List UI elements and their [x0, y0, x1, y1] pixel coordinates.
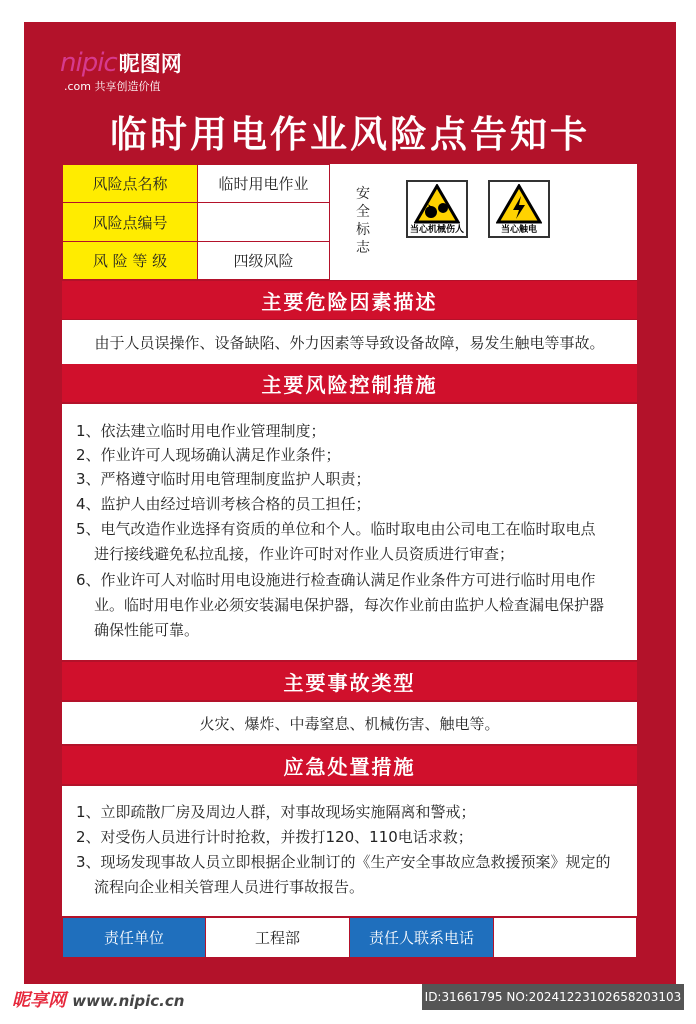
controls-heading: 主要风险控制措施: [62, 364, 637, 402]
control-line: 进行接线避免私拉乱接，作业许可时对作业人员资质进行审查；: [94, 545, 515, 563]
hazards-heading: 主要危险因素描述: [62, 281, 637, 319]
control-line: 业。临时用电作业必须安装漏电保护器，每次作业前由监护人检查漏电保护器: [94, 596, 605, 614]
control-line: 2、作业许可人现场确认满足作业条件；: [76, 446, 341, 464]
watermark-brand: 昵享网: [12, 990, 66, 1011]
watermark-url: www.nipic.cn: [72, 992, 185, 1010]
risk-name-value: 临时用电作业: [197, 164, 330, 203]
logo-brand-cn: 昵图网: [118, 52, 182, 76]
logo-subtitle: .com 共享创造价值: [64, 80, 161, 93]
contact-phone-value: [493, 917, 637, 958]
watermark-id: ID:31661795 NO:20241223102658203103: [422, 984, 684, 1010]
sign-mechanical-caption: 当心机械伤人: [409, 225, 464, 235]
control-line: 6、作业许可人对临时用电设施进行检查确认满足作业条件方可进行临时用电作: [76, 571, 596, 589]
control-line: 3、严格遵守临时用电管理制度监护人职责；: [76, 470, 371, 488]
hazards-text: 由于人员误操作、设备缺陷、外力因素等导致设备故障，易发生触电等事故。: [94, 334, 605, 352]
watermark-left: [12, 986, 184, 1012]
contact-phone-label: 责任人联系电话: [349, 917, 494, 958]
control-line: 4、监护人由经过培训考核合格的员工担任；: [76, 495, 371, 513]
sign-electric-caption: 当心触电: [500, 225, 537, 235]
control-line: 5、电气改造作业选择有资质的单位和个人。临时取电由公司电工在临时取电点: [76, 520, 596, 538]
emergency-heading: 应急处置措施: [62, 746, 637, 784]
page-title: 临时用电作业风险点告知卡: [110, 113, 590, 156]
electric-shock-icon: [496, 184, 542, 224]
safety-sign-label: 安全标志: [356, 186, 370, 256]
mechanical-injury-icon: [414, 184, 460, 224]
risk-code-value: [197, 202, 330, 242]
risk-name-label: 风险点名称: [62, 164, 198, 203]
sign-mechanical: [406, 180, 468, 238]
emergency-line: 1、立即疏散厂房及周边人群，对事故现场实施隔离和警戒；: [76, 803, 476, 821]
logo-brand: nipic: [60, 48, 117, 78]
emergency-line: 流程向企业相关管理人员进行事故报告。: [94, 878, 365, 896]
nipic-logo: [60, 48, 230, 94]
emergency-line: 3、现场发现事故人员立即根据企业制订的《生产安全事故应急救援预案》规定的: [76, 853, 611, 871]
risk-level-label: 风 险 等 级: [62, 241, 198, 280]
emergency-line: 2、对受伤人员进行计时抢救，并拨打120、110电话求救；: [76, 828, 473, 846]
control-line: 1、依法建立临时用电作业管理制度；: [76, 422, 326, 440]
risk-code-label: 风险点编号: [62, 202, 198, 242]
accidents-heading: 主要事故类型: [62, 662, 637, 700]
accidents-text: 火灾、爆炸、中毒窒息、机械伤害、触电等。: [199, 715, 500, 733]
control-line: 确保性能可靠。: [94, 621, 200, 639]
responsible-unit-label: 责任单位: [62, 917, 206, 958]
responsible-unit-value: 工程部: [205, 917, 350, 958]
sign-electric: [488, 180, 550, 238]
risk-level-value: 四级风险: [197, 241, 330, 280]
